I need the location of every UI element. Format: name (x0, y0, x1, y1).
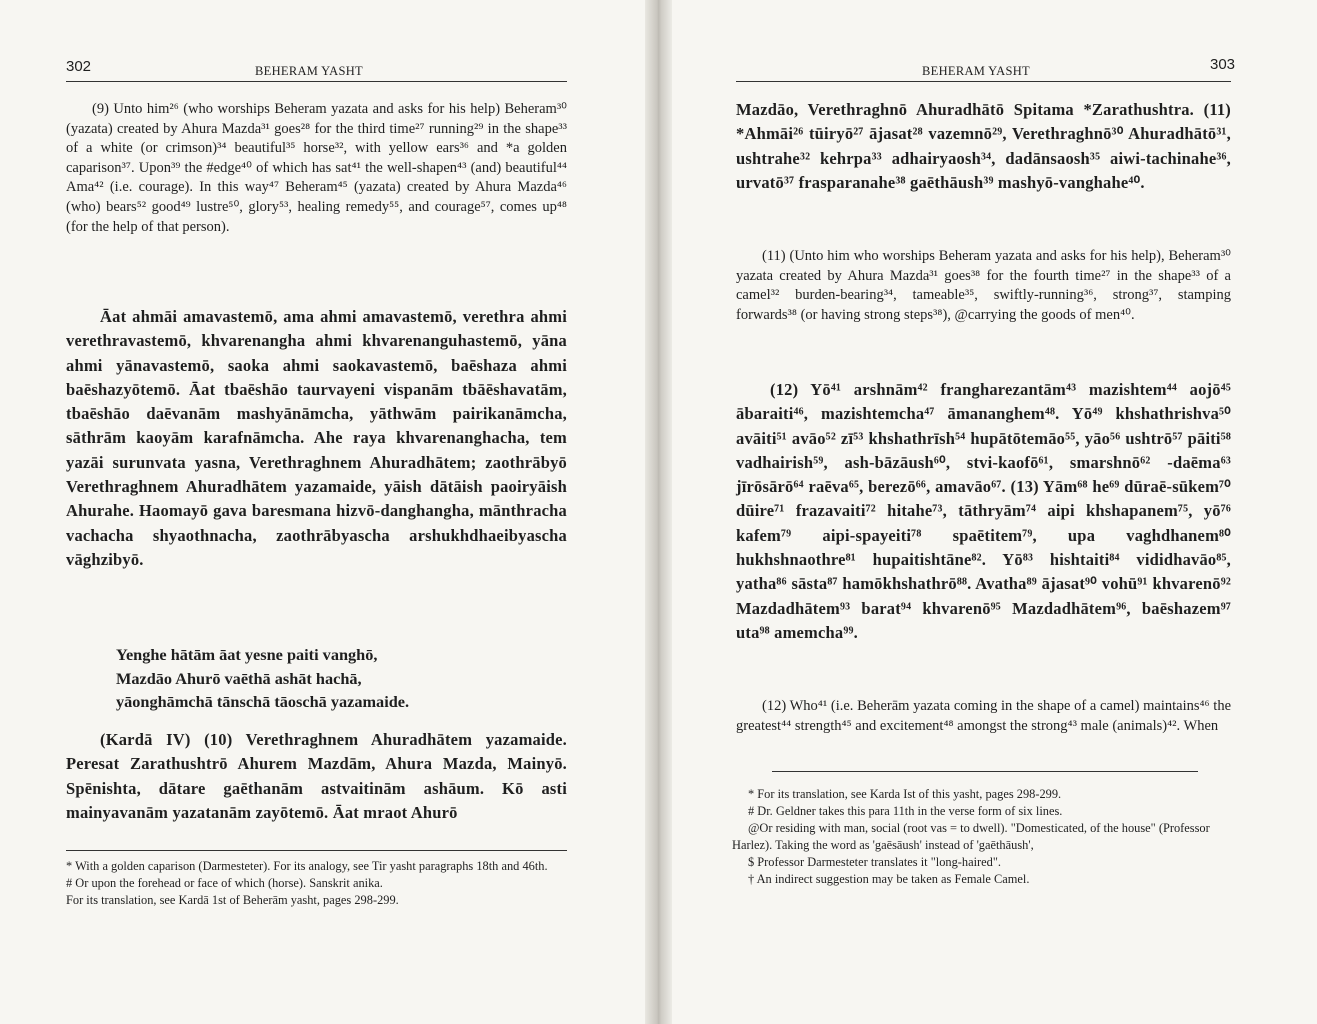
left-page (0, 0, 645, 1024)
footnote-rule (66, 850, 567, 851)
avesta-text-block: Āat ahmāi amavastemō, ama ahmi amavastemō, verethra ahmi verethravastemō, khvarenangha ahmi khvarenanguhastemō, yāna ahmi yānavastemō, saoka ahmi saokavastemō, baēshaza ahmi baēshazyōtemō. Āat tbaēshāo taurvayeni vispanām tbāēshavatām, tbaēshāo daēvanām mashyānāmcha, yāthwām pairikanāmcha, sāthrām kaoyām karafnāmcha. Ahe raya khvarenanghacha, tem yazāi surunvata yasna, Verethraghnem Ahuradhātem; zaothrābyō Verethraghnem Ahuradhātem yazamaide, yāish dātāish paoiryāish Ahurahe. Haomayō gava baresmana hizvō-danghangha, mānthracha vachacha shyaothnacha, zaothrābyascha arshukhdhaeibyascha vāghzibyō. (66, 307, 567, 569)
footnotes (66, 858, 567, 909)
footnote: † An indirect suggestion may be taken as Female Camel. (748, 872, 1030, 886)
header-rule (66, 81, 567, 82)
translation-para-12: (12) Who⁴¹ (i.e. Beherām yazata coming in the shape of a camel) maintains⁴⁶ the greatest⁴⁴ strength⁴⁵ and excitement⁴⁸ amongst the strong⁴³ male (animals)⁴². When (736, 698, 1231, 734)
footnote: $ Professor Darmesteter translates it "long-haired". (748, 855, 1002, 869)
right-page (672, 0, 1317, 1024)
translation-para-11: (11) (Unto him who worships Beheram yazata and asks for his help), Beheram³⁰ yazata created by Ahura Mazda³¹ goes³⁸ for the fourth time²⁷ in the shape³³ of a camel³² burden-bearing³⁴, tameable³⁵, swiftly-running³⁶, strong³⁷, stamping forwards³⁸ (or having strong steps³⁸), @carrying the goods of men⁴⁰. (736, 248, 1231, 323)
verse-line: Yenghe hātām āat yesne paiti vanghō, (116, 645, 378, 664)
footnote: # Or upon the forehead or face of which (horse). Sanskrit anika. (66, 876, 383, 890)
header-rule (736, 81, 1231, 82)
running-head: BEHERAM YASHT (922, 64, 1030, 78)
footnote: For its translation, see Kardā 1st of Beherām yasht, pages 298-299. (66, 893, 399, 907)
verse-line: Mazdāo Ahurō vaēthā ashāt hachā, (116, 668, 362, 688)
verse-line: yāonghāmchā tānschā tāoschā yazamaide. (116, 692, 410, 711)
running-head: BEHERAM YASHT (255, 64, 363, 78)
footnote: * For its translation, see Karda Ist of this yasht, pages 298-299. (748, 787, 1062, 801)
verse-block (116, 643, 566, 714)
footnote-rule (772, 771, 1198, 772)
footnote: * With a golden caparison (Darmesteter). For its analogy, see Tir yasht paragraphs 18th and 46th. (66, 859, 548, 873)
book-gutter (645, 0, 672, 1024)
footnote: # Dr. Geldner takes this para 11th in the verse form of six lines. (748, 804, 1063, 818)
avesta-para-12-13: (12) Yō⁴¹ arshnām⁴² frangharezantām⁴³ mazishtem⁴⁴ aojō⁴⁵ ābaraiti⁴⁶, mazishtemcha⁴⁷ āmananghem⁴⁸. Yō⁴⁹ khshathrishva⁵⁰ avāiti⁵¹ avāo⁵² zī⁵³ khshathrīsh⁵⁴ hupātōtemāo⁵⁵, yāo⁵⁶ ushtrō⁵⁷ pāiti⁵⁸ vadhairish⁵⁹, ash-bāzāush⁶⁰, stvi-kaofō⁶¹, smarshnō⁶² -daēma⁶³ jīrōsārō⁶⁴ raēva⁶⁵, berezō⁶⁶, amavāo⁶⁷. (13) Yām⁶⁸ he⁶⁹ dūraē-sūkem⁷⁰ dūire⁷¹ frazavaiti⁷² hitahe⁷³, tāthryām⁷⁴ aipi khshapanem⁷⁵, yō⁷⁶ kafem⁷⁹ aipi-spayeiti⁷⁸ spaētitem⁷⁹, upa vaghdhanem⁸⁰ hukhshnaothre⁸¹ hupaitishtāne⁸². Yō⁸³ hishtaiti⁸⁴ vididhavāo⁸⁵, yatha⁸⁶ sāsta⁸⁷ hamōkhshathrō⁸⁸. Avatha⁸⁹ ājasat⁹⁰ vohū⁹¹ khvarenō⁹² Mazdadhātem⁹³ barat⁹⁴ khvarenō⁹⁵ Mazdadhātem⁹⁶, baēshazem⁹⁷ uta⁹⁸ amemcha⁹⁹. (736, 380, 1231, 642)
page-number: 303 (1210, 56, 1236, 73)
page-number: 302 (66, 58, 92, 75)
footnote: @Or residing with man, social (root vas = to dwell). "Domesticated, of the house" (Professor Harlez). Taking the word as 'gaēsāush' instead of 'gaēthāush', (732, 821, 1210, 852)
translation-para-9: (9) Unto him²⁶ (who worships Beheram yazata and asks for his help) Beheram³⁰ (yazata) created by Ahura Mazda³¹ goes²⁸ for the third time²⁷ running²⁹ in the shape³³ of a white (or crimson)³⁴ beautiful³⁵ horse³², with yellow ears³⁶ and *a golden caparison³⁷. Upon³⁹ the #edge⁴⁰ of which has sat⁴¹ the well-shapen⁴³ (and) beautiful⁴⁴ Ama⁴² (i.e. courage). In this way⁴⁷ Beheram⁴⁵ (yazata) created by Ahura Mazda⁴⁶ (who) bears⁵² good⁴⁹ lustre⁵⁰, glory⁵³, healing remedy⁵⁵, and courage⁵⁷, comes up⁴⁸ (for the help of that person). (66, 101, 567, 235)
footnotes (732, 786, 1228, 888)
avesta-text-block: Mazdāo, Verethraghnō Ahuradhātō Spitama *Zarathushtra. (11) *Ahmāi²⁶ tūiryō²⁷ ājasat²⁸ vazemnō²⁹, Verethraghnō³⁰ Ahuradhātō³¹, ushtrahe³² kehrpa³³ adhairyaosh³⁴, dadānsaosh³⁵ aiwi-tachinahe³⁶, urvatō³⁷ frasparanahe³⁸ gaēthāush³⁹ mashyō-vanghahe⁴⁰. (736, 100, 1231, 192)
avesta-karda-iv: (Kardā IV) (10) Verethraghnem Ahuradhātem yazamaide. Peresat Zarathushtrō Ahurem Mazdām, Ahura Mazda, Mainyō. Spēnishta, dātare gaēthanām astvaitinām ashāum. Kō asti mainyavanām yazatanām zayōtemō. Āat mraot Ahurō (66, 730, 567, 822)
